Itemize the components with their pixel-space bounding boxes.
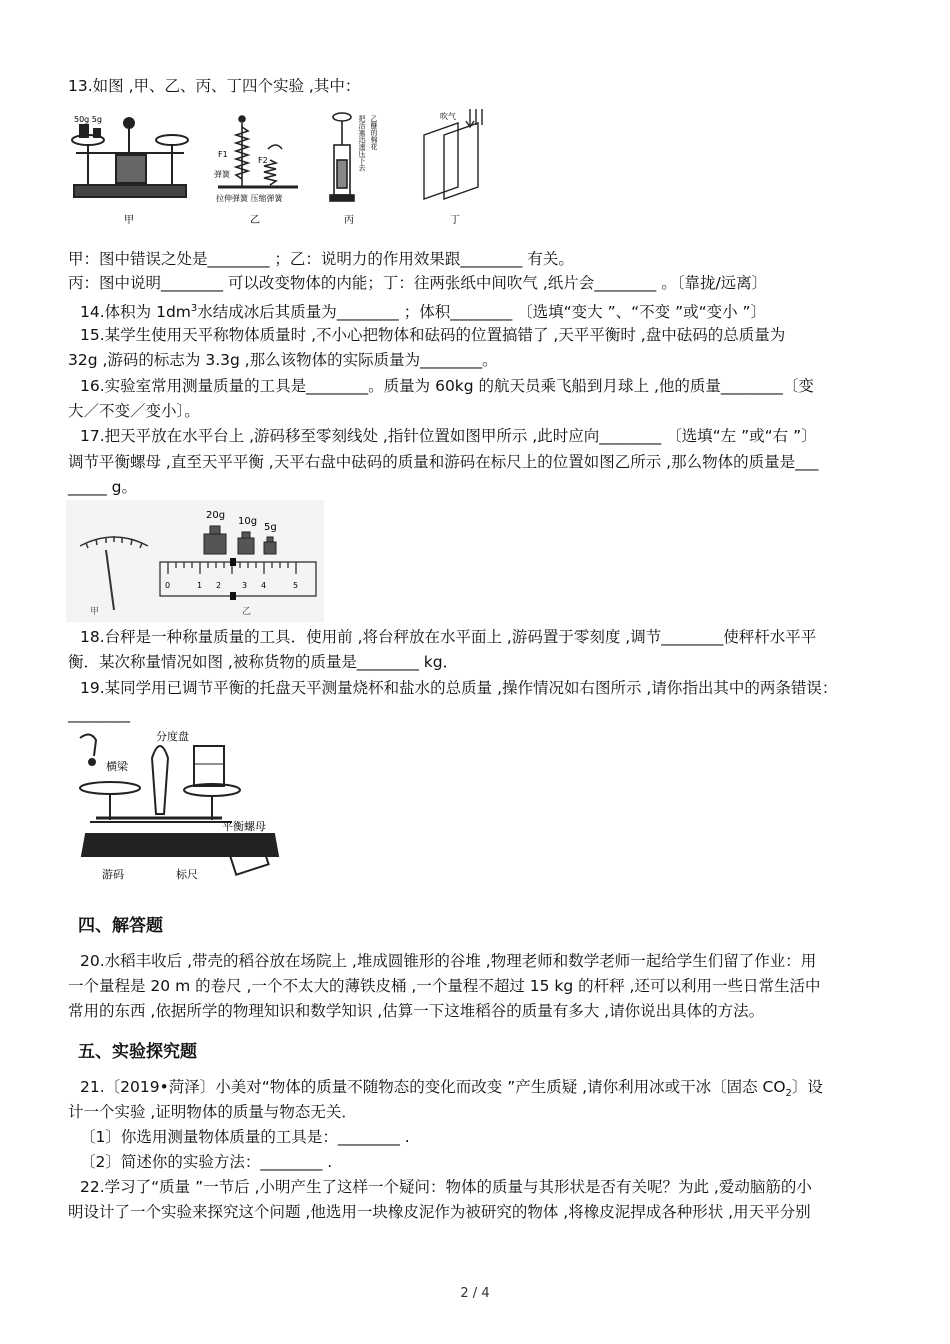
q21-line1-sub: 2 — [785, 1088, 792, 1100]
weight-5g: 5g — [264, 522, 277, 533]
q18-line1: 18.台秤是一种称量质量的工具．使用前 ,将台秤放在水平面上 ,游码置于零刻度 ,调节________使秤杆水平平 — [80, 628, 817, 646]
label-dial: 分度盘 — [156, 730, 189, 743]
tick-4: 4 — [261, 581, 267, 590]
rider-top — [230, 558, 236, 566]
q22-line2: 明设计了一个实验来探究这个问题 ,他选用一块橡皮泥作为被研究的物体 ,将橡皮泥捍成各种形状 ,用天平分别 — [68, 1203, 811, 1221]
q16-line2: 大／不变／变小〕。 — [68, 402, 200, 420]
section4-title: 四、解答题 — [78, 916, 163, 936]
q18-line2: 衡．某次称量情况如图 ,被称货物的质量是________ kg． — [68, 653, 459, 671]
tick-1: 1 — [197, 581, 203, 590]
q13-line1: 甲：图中错误之处是________ ；乙：说明力的作用效果跟________ 有关。 — [68, 250, 574, 268]
q13-line2: 丙：图中说明________ 可以改变物体的内能；丁：往两张纸中间吹气 ,纸片会________ 。〔靠拢/远离〕 — [68, 274, 768, 292]
q21-sub1: 〔1〕你选用测量物体质量的工具是：________ . — [80, 1128, 410, 1146]
fig-label-bing: 丙 — [344, 215, 354, 226]
piston-image — [330, 113, 354, 201]
q13-stem: 13.如图 ,甲、乙、丙、丁四个实验 ,其中： — [68, 77, 361, 95]
q19-figure — [72, 728, 287, 883]
spring-f1: F1 — [218, 150, 228, 159]
page-number: 2 / 4 — [460, 1286, 490, 1301]
spring-f2: F2 — [258, 156, 268, 165]
q20-line1: 20.水稻丰收后 ,带壳的稻谷放在场院上 ,堆成圆锥形的谷堆 ,物理老师和数学老师一起给学生们留了作业：用 — [80, 952, 817, 970]
papers-image — [424, 109, 482, 199]
cotton-text: 乙醚的棉花 — [370, 115, 378, 150]
q14-text-b: 水结成冰后其质量为________ ；体积________ 〔选填“变大 ”、“不变 ”或“变小 ”〕 — [197, 303, 767, 322]
tick-2: 2 — [216, 581, 222, 590]
spring-text: 弹簧 — [214, 170, 230, 179]
piston-text: 把活塞迅速压下去 — [358, 115, 366, 171]
label-rider: 游码 — [102, 868, 124, 881]
q21-sub2: 〔2〕简述你的实验方法：________ . — [80, 1153, 333, 1171]
tick-5: 5 — [293, 581, 299, 590]
q19-line1: 19.某同学用已调节平衡的托盘天平测量烧杯和盐水的总质量 ,操作情况如右图所示 ,请你指出其中的两条错误： — [80, 679, 838, 697]
weight-20g: 20g — [206, 510, 226, 521]
fig-label-jia: 甲 — [124, 215, 134, 226]
weights-text: 50g 5g — [74, 115, 102, 124]
q14-text-a: 14.体积为 1dm — [80, 303, 191, 322]
balance-illustration — [80, 734, 278, 874]
springs-image — [218, 116, 298, 187]
q15-line1: 15.某学生使用天平称物体质量时 ,不小心把物体和砝码的位置搞错了 ,天平平衡时 ,盘中砝码的总质量为 — [80, 326, 786, 344]
balance-image — [72, 118, 188, 197]
weight-10g: 10g — [238, 516, 258, 527]
q17-line1: 17.把天平放在水平台上 ,游码移至零刻线处 ,指针位置如图甲所示 ,此时应向________ 〔选填“左 ”或“右 ”〕 — [80, 427, 817, 445]
section5-title: 五、实验探究题 — [78, 1042, 197, 1062]
q19-line2: ________ — [68, 705, 130, 723]
q15-line2: 32g ,游码的标志为 3.3g ,那么该物体的实际质量为________。 — [68, 351, 498, 369]
q17-figure — [66, 500, 324, 622]
q22-line1: 22.学习了“质量 ”一节后 ,小明产生了这样一个疑问：物体的质量与其形状是否有关呢？为此 ,爱动脑筋的小 — [80, 1178, 812, 1196]
q20-line3: 常用的东西 ,依据所学的物理知识和数学知识 ,估算一下这堆稻谷的质量有多大 ,请你说出具体的方法。 — [68, 1002, 765, 1020]
fig-label-left: 甲 — [90, 607, 100, 617]
q21-line1b: 〕设 — [791, 1078, 823, 1096]
q21-line1a: 21.〔2019•菏泽〕小美对“物体的质量不随物态的变化而改变 ”产生质疑 ,请你利用冰或干冰〔固态 CO — [80, 1078, 786, 1096]
label-nut: 平衡螺母 — [222, 820, 266, 833]
tick-0: 0 — [165, 581, 171, 590]
q14-sup: 3 — [190, 303, 198, 314]
blow-text: 吹气 — [440, 112, 456, 121]
q17-line2: 调节平衡螺母 ,直至天平平衡 ,天平右盘中砝码的质量和游码在标尺上的位置如图乙所示 ,那么物体的质量是___ — [68, 453, 819, 471]
q21-line2: 计一个实验 ,证明物体的质量与物态无关． — [68, 1103, 357, 1121]
label-scale: 标尺 — [176, 868, 198, 881]
fig-label-yi: 乙 — [250, 215, 260, 226]
fig-label-right: 乙 — [242, 607, 252, 617]
spring-caption: 拉伸弹簧 压缩弹簧 — [216, 194, 283, 203]
q14-line — [80, 298, 892, 323]
label-beam: 横梁 — [106, 760, 128, 773]
q13-figure — [66, 105, 506, 230]
q17-line3: _____ g。 — [68, 478, 138, 496]
q16-line1: 16.实验室常用测量质量的工具是________。质量为 60kg 的航天员乘飞船到月球上 ,他的质量________〔变 — [80, 377, 814, 395]
q20-line2: 一个量程是 20 m 的卷尺 ,一个不太大的薄铁皮桶 ,一个量程不超过 15 kg 的杆秤 ,还可以利用一些日常生活中 — [68, 977, 821, 995]
rider-bottom — [230, 592, 236, 600]
tick-3: 3 — [242, 581, 248, 590]
fig-label-ding: 丁 — [450, 215, 460, 226]
